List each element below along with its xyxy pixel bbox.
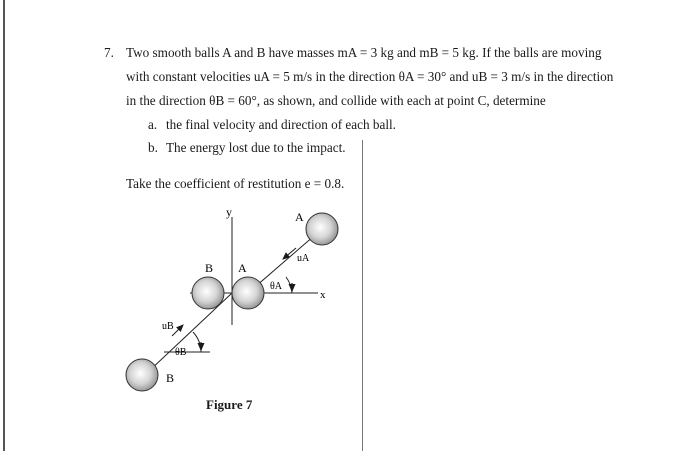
ball-a-collision xyxy=(232,277,264,309)
part-a-label: a. xyxy=(148,117,158,132)
part-b-text: The energy lost due to the impact. xyxy=(166,140,346,155)
ball-b-collision xyxy=(192,277,224,309)
theta-a-arc xyxy=(286,277,292,293)
part-b-label: b. xyxy=(148,140,158,155)
figure-caption: Figure 7 xyxy=(206,397,253,412)
restitution-statement: Take the coefficient of restitution e = 0.8. xyxy=(126,176,345,191)
ball-b-bottom-label: B xyxy=(166,371,175,385)
ball-a-top-label: A xyxy=(295,210,304,224)
problem-line-1: Two smooth balls A and B have masses mA = 3 kg and mB = 5 kg. If the balls are moving xyxy=(126,45,602,60)
theta-b-arc xyxy=(193,332,201,352)
question-number: 7. xyxy=(104,45,114,60)
theta-a-label: θA xyxy=(270,281,283,292)
u-a-label: uA xyxy=(297,253,310,264)
ball-b-initial xyxy=(126,359,158,391)
problem-line-3: in the direction θB = 60°, as shown, and collide with each at point C, determine xyxy=(126,93,546,108)
u-b-label: uB xyxy=(162,321,174,332)
theta-b-label: θB xyxy=(175,347,187,358)
y-axis-label: y xyxy=(226,205,232,219)
problem-line-2: with constant velocities uA = 5 m/s in the direction θA = 30° and uB = 3 m/s in the direction xyxy=(126,69,614,84)
ball-b-collision-label: B xyxy=(205,261,214,275)
ball-a-collision-label: A xyxy=(238,261,247,275)
part-a-text: the final velocity and direction of each ball. xyxy=(166,117,396,132)
x-axis-label: x xyxy=(320,289,326,301)
ball-a-initial xyxy=(306,213,338,245)
